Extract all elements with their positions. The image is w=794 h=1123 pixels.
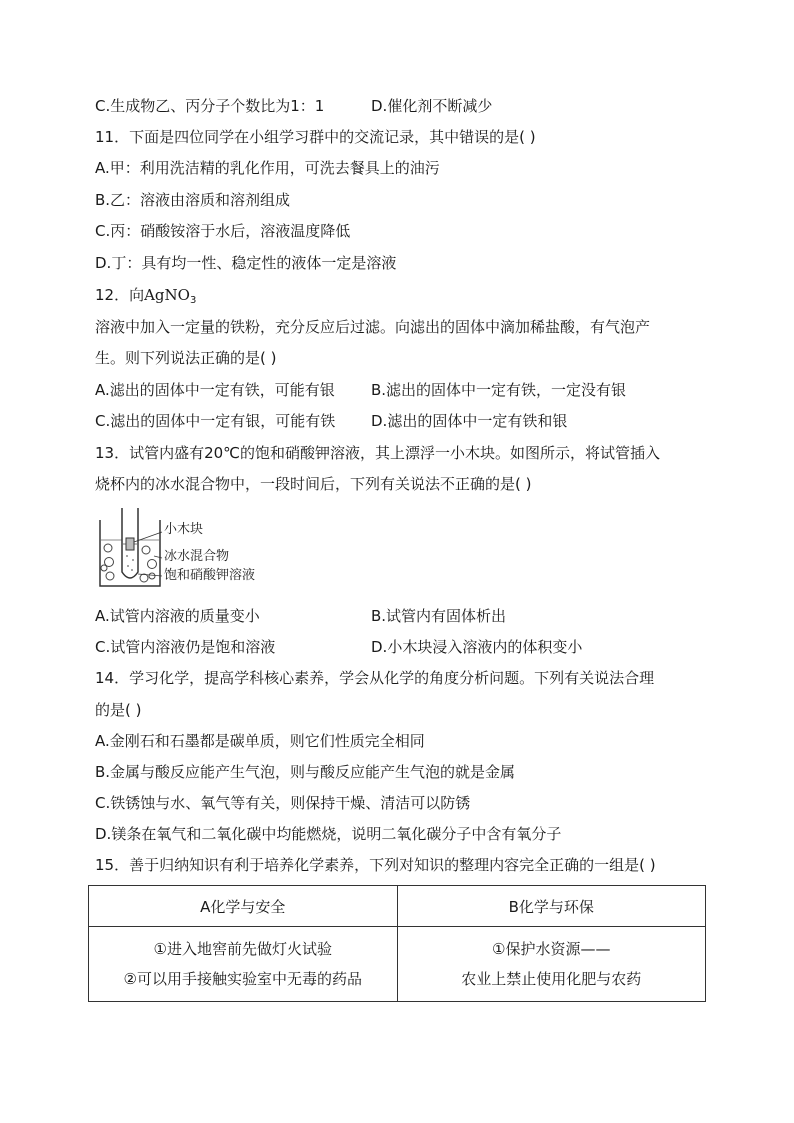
q10-option-d: D.催化剂不断减少	[371, 97, 493, 115]
table-row	[89, 927, 706, 1002]
q14-stem-line1: 14．学习化学，提高学科核心素养，学会从化学的角度分析问题。下列有关说法合理	[95, 669, 655, 687]
q12-option-a: A.滤出的固体中一定有铁，可能有银	[95, 381, 335, 399]
label-kno3-solution: 饱和硝酸钾溶液	[164, 568, 256, 583]
q11-option-b: B.乙：溶液由溶质和溶剂组成	[95, 191, 291, 209]
q14-option-d: D.镁条在氧气和二氧化碳中均能燃烧，说明二氧化碳分子中含有氧分子	[95, 825, 562, 843]
q12-option-b: B.滤出的固体中一定有铁，一定没有银	[371, 381, 627, 399]
q13-stem-line1: 13．试管内盛有20℃的饱和硝酸钾溶液，其上漂浮一小木块。如图所示，将试管插入	[95, 444, 661, 462]
q11-stem: 11．下面是四位同学在小组学习群中的交流记录，其中错误的是( )	[95, 128, 536, 146]
q11-option-d: D.丁：具有均一性、稳定性的液体一定是溶液	[95, 254, 397, 272]
q13-option-a: A.试管内溶液的质量变小	[95, 607, 260, 625]
q12-stem-line3: 生。则下列说法正确的是( )	[95, 349, 277, 367]
q12-option-d: D.滤出的固体中一定有铁和银	[371, 412, 568, 430]
wooden-block	[126, 538, 134, 550]
label-wooden-block: 小木块	[164, 522, 204, 537]
q12-formula: AgNO	[144, 286, 190, 304]
header-a: A化学与安全	[89, 886, 398, 927]
leader-icewater	[154, 556, 162, 558]
cell-b-line2: 农业上禁止使用化肥与农药	[461, 970, 642, 988]
q14-option-b: B.金属与酸反应能产生气泡，则与酸反应能产生气泡的就是金属	[95, 763, 516, 781]
q12-stem-prefix: 12．向	[95, 286, 145, 304]
q12-formula-subscript: 3	[189, 295, 197, 306]
header-b: B化学与环保	[397, 886, 706, 927]
q12-stem-line2: 溶液中加入一定量的铁粉，充分反应后过滤。向滤出的固体中滴加稀盐酸，有气泡产	[95, 318, 651, 336]
q12-option-c: C.滤出的固体中一定有银，可能有铁	[95, 412, 336, 430]
q14-option-a: A.金刚石和石墨都是碳单质，则它们性质完全相同	[95, 732, 425, 750]
q13-option-d: D.小木块浸入溶液内的体积变小	[371, 638, 583, 656]
cell-a-line2: ②可以用手接触实验室中无毒的药品	[123, 970, 362, 988]
q11-option-c: C.丙：硝酸铵溶于水后，溶液温度降低	[95, 222, 351, 240]
q13-option-b: B.试管内有固体析出	[371, 607, 507, 625]
q15-table	[88, 885, 706, 1002]
cell-b	[397, 927, 706, 1002]
label-ice-water: 冰水混合物	[164, 549, 230, 564]
cell-b-line1: ①保护水资源——	[492, 940, 611, 958]
q12-stem-line1	[95, 285, 196, 311]
q11-option-a: A.甲：利用洗洁精的乳化作用，可洗去餐具上的油污	[95, 159, 440, 177]
table-header-row	[89, 886, 706, 927]
q13-stem-line2: 烧杯内的冰水混合物中，一段时间后，下列有关说法不正确的是( )	[95, 475, 532, 493]
q15-stem: 15．善于归纳知识有利于培养化学素养，下列对知识的整理内容完全正确的一组是( )	[95, 856, 656, 874]
cell-a-line1: ①进入地窖前先做灯火试验	[153, 940, 332, 958]
q14-stem-line2: 的是( )	[95, 701, 142, 719]
q14-option-c: C.铁锈蚀与水、氧气等有关，则保持干燥、清洁可以防锈	[95, 794, 471, 812]
cell-a	[89, 927, 398, 1002]
q13-figure	[98, 506, 298, 590]
q13-option-c: C.试管内溶液仍是饱和溶液	[95, 638, 276, 656]
q10-option-c: C.生成物乙、丙分子个数比为1：1	[95, 97, 325, 115]
